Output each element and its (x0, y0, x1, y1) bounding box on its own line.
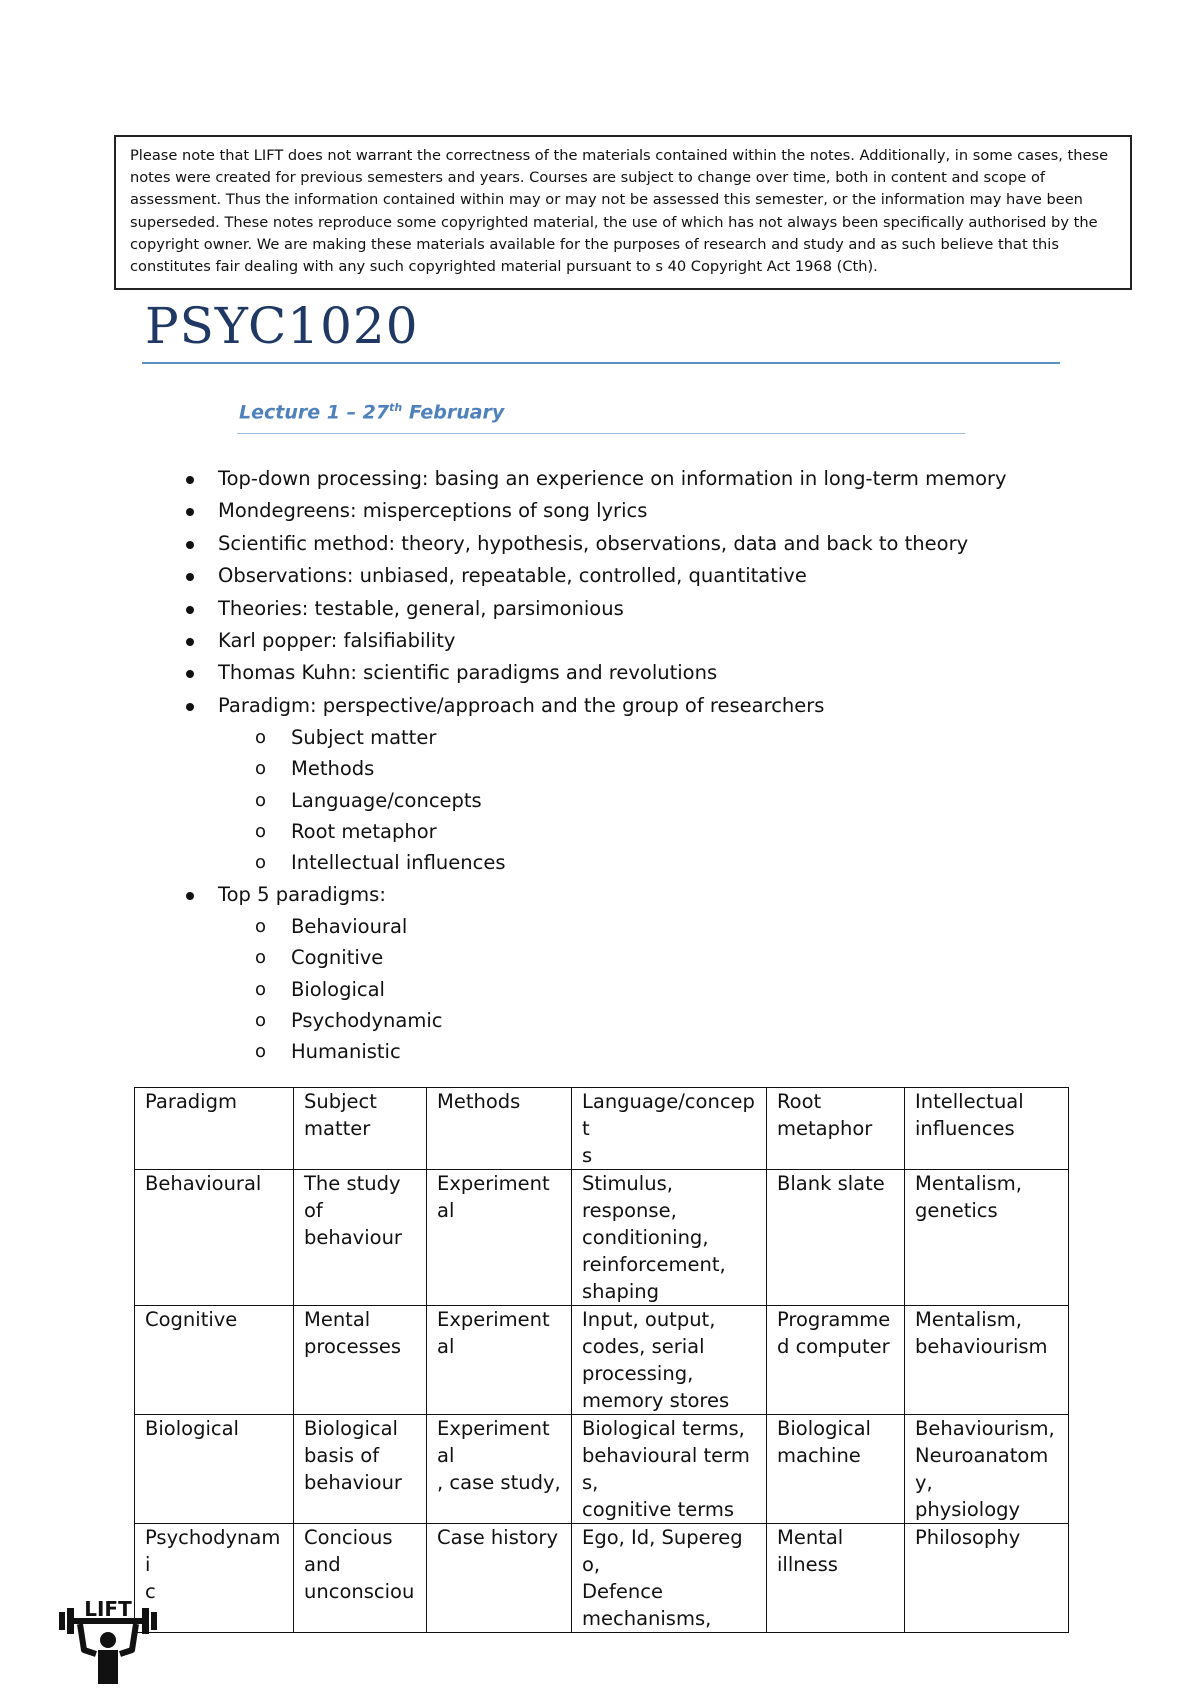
disclaimer-line: constitutes fair dealing with any such copyrighted material pursuant to s 40 Copyright Act 1968 (Cth). (130, 258, 878, 276)
disclaimer-line: notes were created for previous semesters and years. Courses are subject to change over time, both in content and scope of (130, 169, 1046, 187)
cell-line: The study (304, 1172, 401, 1195)
table-header-cell (767, 1088, 905, 1170)
cell-line: behaviour (304, 1226, 402, 1249)
lecture-heading-prefix: Lecture 1 – 27 (239, 401, 390, 424)
bullet-item: Theories: testable, general, parsimonious (180, 593, 1080, 625)
cell-line: conditioning, (582, 1226, 709, 1249)
table-cell (427, 1306, 572, 1415)
bullet-item: Scientific method: theory, hypothesis, observations, data and back to theory (180, 528, 1080, 560)
cell-line: metaphor (777, 1117, 873, 1140)
disclaimer-line: copyright owner. We are making these materials available for the purposes of research and study and as such believe that this (130, 235, 1059, 253)
cell-line: Cognitive (145, 1308, 238, 1331)
table-header-cell (294, 1088, 427, 1170)
sub-bullet-item: o Behavioural (180, 911, 1080, 942)
notes-bullet-list (180, 463, 1080, 1067)
cell-line: Paradigm (145, 1090, 237, 1113)
table-cell (572, 1170, 767, 1306)
table-cell (135, 1306, 294, 1415)
cell-line: illness (777, 1553, 838, 1576)
cell-line: reinforcement, (582, 1253, 726, 1276)
paradigm-table (134, 1087, 1069, 1633)
table-row (135, 1524, 1069, 1633)
table-cell (427, 1415, 572, 1524)
table-cell (767, 1524, 905, 1633)
cell-line: behaviourism (915, 1335, 1048, 1358)
cell-line: Biological (304, 1417, 398, 1440)
table-header-cell (905, 1088, 1069, 1170)
cell-line: Mental (304, 1308, 371, 1331)
disclaimer-line: superseded. These notes reproduce some copyrighted material, the use of which has not always been specifically authorised by the (130, 213, 1098, 231)
table-cell (135, 1415, 294, 1524)
cell-line: Concious (304, 1526, 393, 1549)
cell-line: Biological terms, (582, 1417, 745, 1440)
sub-bullet-item: o Root metaphor (180, 816, 1080, 847)
sub-bullet-item: o Language/concepts (180, 785, 1080, 816)
cell-line: Root (777, 1090, 822, 1113)
bullet-item: Top 5 paradigms: (180, 879, 1080, 911)
cell-line: machine (777, 1444, 861, 1467)
cell-line: genetics (915, 1199, 998, 1222)
bullet-item: Observations: unbiased, repeatable, controlled, quantitative (180, 560, 1080, 592)
cell-line: behavioural terms, (582, 1444, 750, 1494)
cell-line: , case study, (437, 1471, 561, 1494)
lift-logo (56, 1598, 160, 1684)
sub-bullet-item: o Methods (180, 753, 1080, 784)
cell-line: Input, output, (582, 1308, 716, 1331)
table-cell (572, 1524, 767, 1633)
table-cell (294, 1524, 427, 1633)
cell-line: Case history (437, 1526, 558, 1549)
cell-line: of (304, 1199, 323, 1222)
table-row (135, 1306, 1069, 1415)
table-header-cell (427, 1088, 572, 1170)
cell-line: Intellectual (915, 1090, 1024, 1113)
cell-line: Stimulus, (582, 1172, 673, 1195)
table-cell (767, 1170, 905, 1306)
lecture-heading-suffix: February (402, 401, 505, 424)
bullet-item: Paradigm: perspective/approach and the group of researchers (180, 690, 1080, 722)
cell-line: unconsciou (304, 1580, 415, 1603)
cell-line: Behaviourism, (915, 1417, 1055, 1440)
cell-line: and (304, 1553, 341, 1576)
cell-line: behaviour (304, 1471, 402, 1494)
cell-line: physiology (915, 1498, 1021, 1521)
course-title: PSYC1020 (145, 297, 419, 355)
cell-line: mechanisms, (582, 1607, 712, 1630)
table-cell (905, 1306, 1069, 1415)
cell-line: Mentalism, (915, 1308, 1022, 1331)
cell-line: c (145, 1580, 156, 1603)
cell-line: Mental (777, 1526, 844, 1549)
table-cell (294, 1306, 427, 1415)
cell-line: Experimental (437, 1417, 550, 1467)
table-cell (905, 1415, 1069, 1524)
cell-line: Mentalism, (915, 1172, 1022, 1195)
table-header-row (135, 1088, 1069, 1170)
cell-line: influences (915, 1117, 1015, 1140)
bullet-item: Mondegreens: misperceptions of song lyrics (180, 495, 1080, 527)
cell-line: matter (304, 1117, 371, 1140)
table-row (135, 1415, 1069, 1524)
sub-bullet-item: o Psychodynamic (180, 1005, 1080, 1036)
cell-line: Defence (582, 1580, 663, 1603)
table-cell (905, 1170, 1069, 1306)
table-cell (572, 1415, 767, 1524)
sub-bullet-item: o Humanistic (180, 1036, 1080, 1067)
table-cell (767, 1306, 905, 1415)
table-cell (767, 1415, 905, 1524)
cell-line: Language/concept (582, 1090, 755, 1140)
cell-line: Biological (777, 1417, 871, 1440)
sub-bullet-item: o Biological (180, 974, 1080, 1005)
disclaimer-line: Please note that LIFT does not warrant the correctness of the materials contained within the notes. Additionally, in some cases, these (130, 147, 1109, 164)
table-row (135, 1170, 1069, 1306)
cell-line: memory stores (582, 1389, 730, 1412)
cell-line: Experimental (437, 1308, 550, 1358)
bullet-item: Thomas Kuhn: scientific paradigms and revolutions (180, 657, 1080, 689)
cell-line: cognitive terms (582, 1498, 735, 1521)
sub-bullet-item: o Intellectual influences (180, 847, 1080, 878)
cell-line: Subject (304, 1090, 377, 1113)
disclaimer-box (114, 135, 1132, 290)
cell-line: shaping (582, 1280, 660, 1303)
cell-line: Blank slate (777, 1172, 885, 1195)
cell-line: Programme (777, 1308, 891, 1331)
cell-line: Experimental (437, 1172, 550, 1222)
cell-line: d computer (777, 1335, 890, 1358)
cell-line: response, (582, 1199, 677, 1222)
title-divider (142, 362, 1060, 364)
disclaimer-line: assessment. Thus the information contained within may or may not be assessed this semester, or the information may have been (130, 191, 1083, 209)
cell-line: processes (304, 1335, 402, 1358)
bullet-item: Karl popper: falsifiability (180, 625, 1080, 657)
table-cell (294, 1415, 427, 1524)
cell-line: codes, serial (582, 1335, 705, 1358)
cell-line: Neuroanatomy, (915, 1444, 1049, 1494)
table-cell (427, 1524, 572, 1633)
cell-line: s (582, 1144, 593, 1167)
table-cell (572, 1306, 767, 1415)
table-cell (905, 1524, 1069, 1633)
cell-line: Biological (145, 1417, 239, 1440)
bullet-item: Top-down processing: basing an experience on information in long-term memory (180, 463, 1080, 495)
cell-line: Ego, Id, Superego, (582, 1526, 743, 1576)
table-header-cell (572, 1088, 767, 1170)
cell-line: basis of (304, 1444, 380, 1467)
lecture-heading-ordinal: th (389, 401, 403, 414)
cell-line: Psychodynami (145, 1526, 281, 1576)
lecture-divider (237, 433, 965, 434)
table-header-cell (135, 1088, 294, 1170)
table-cell (427, 1170, 572, 1306)
cell-line: processing, (582, 1362, 694, 1385)
lecture-heading (239, 393, 504, 427)
table-cell (294, 1170, 427, 1306)
cell-line: Methods (437, 1090, 521, 1113)
sub-bullet-item: o Cognitive (180, 942, 1080, 973)
cell-line: Behavioural (145, 1172, 262, 1195)
table-cell (135, 1170, 294, 1306)
sub-bullet-item: o Subject matter (180, 722, 1080, 753)
cell-line: Philosophy (915, 1526, 1021, 1549)
lift-logo-text: LIFT (84, 1598, 132, 1621)
